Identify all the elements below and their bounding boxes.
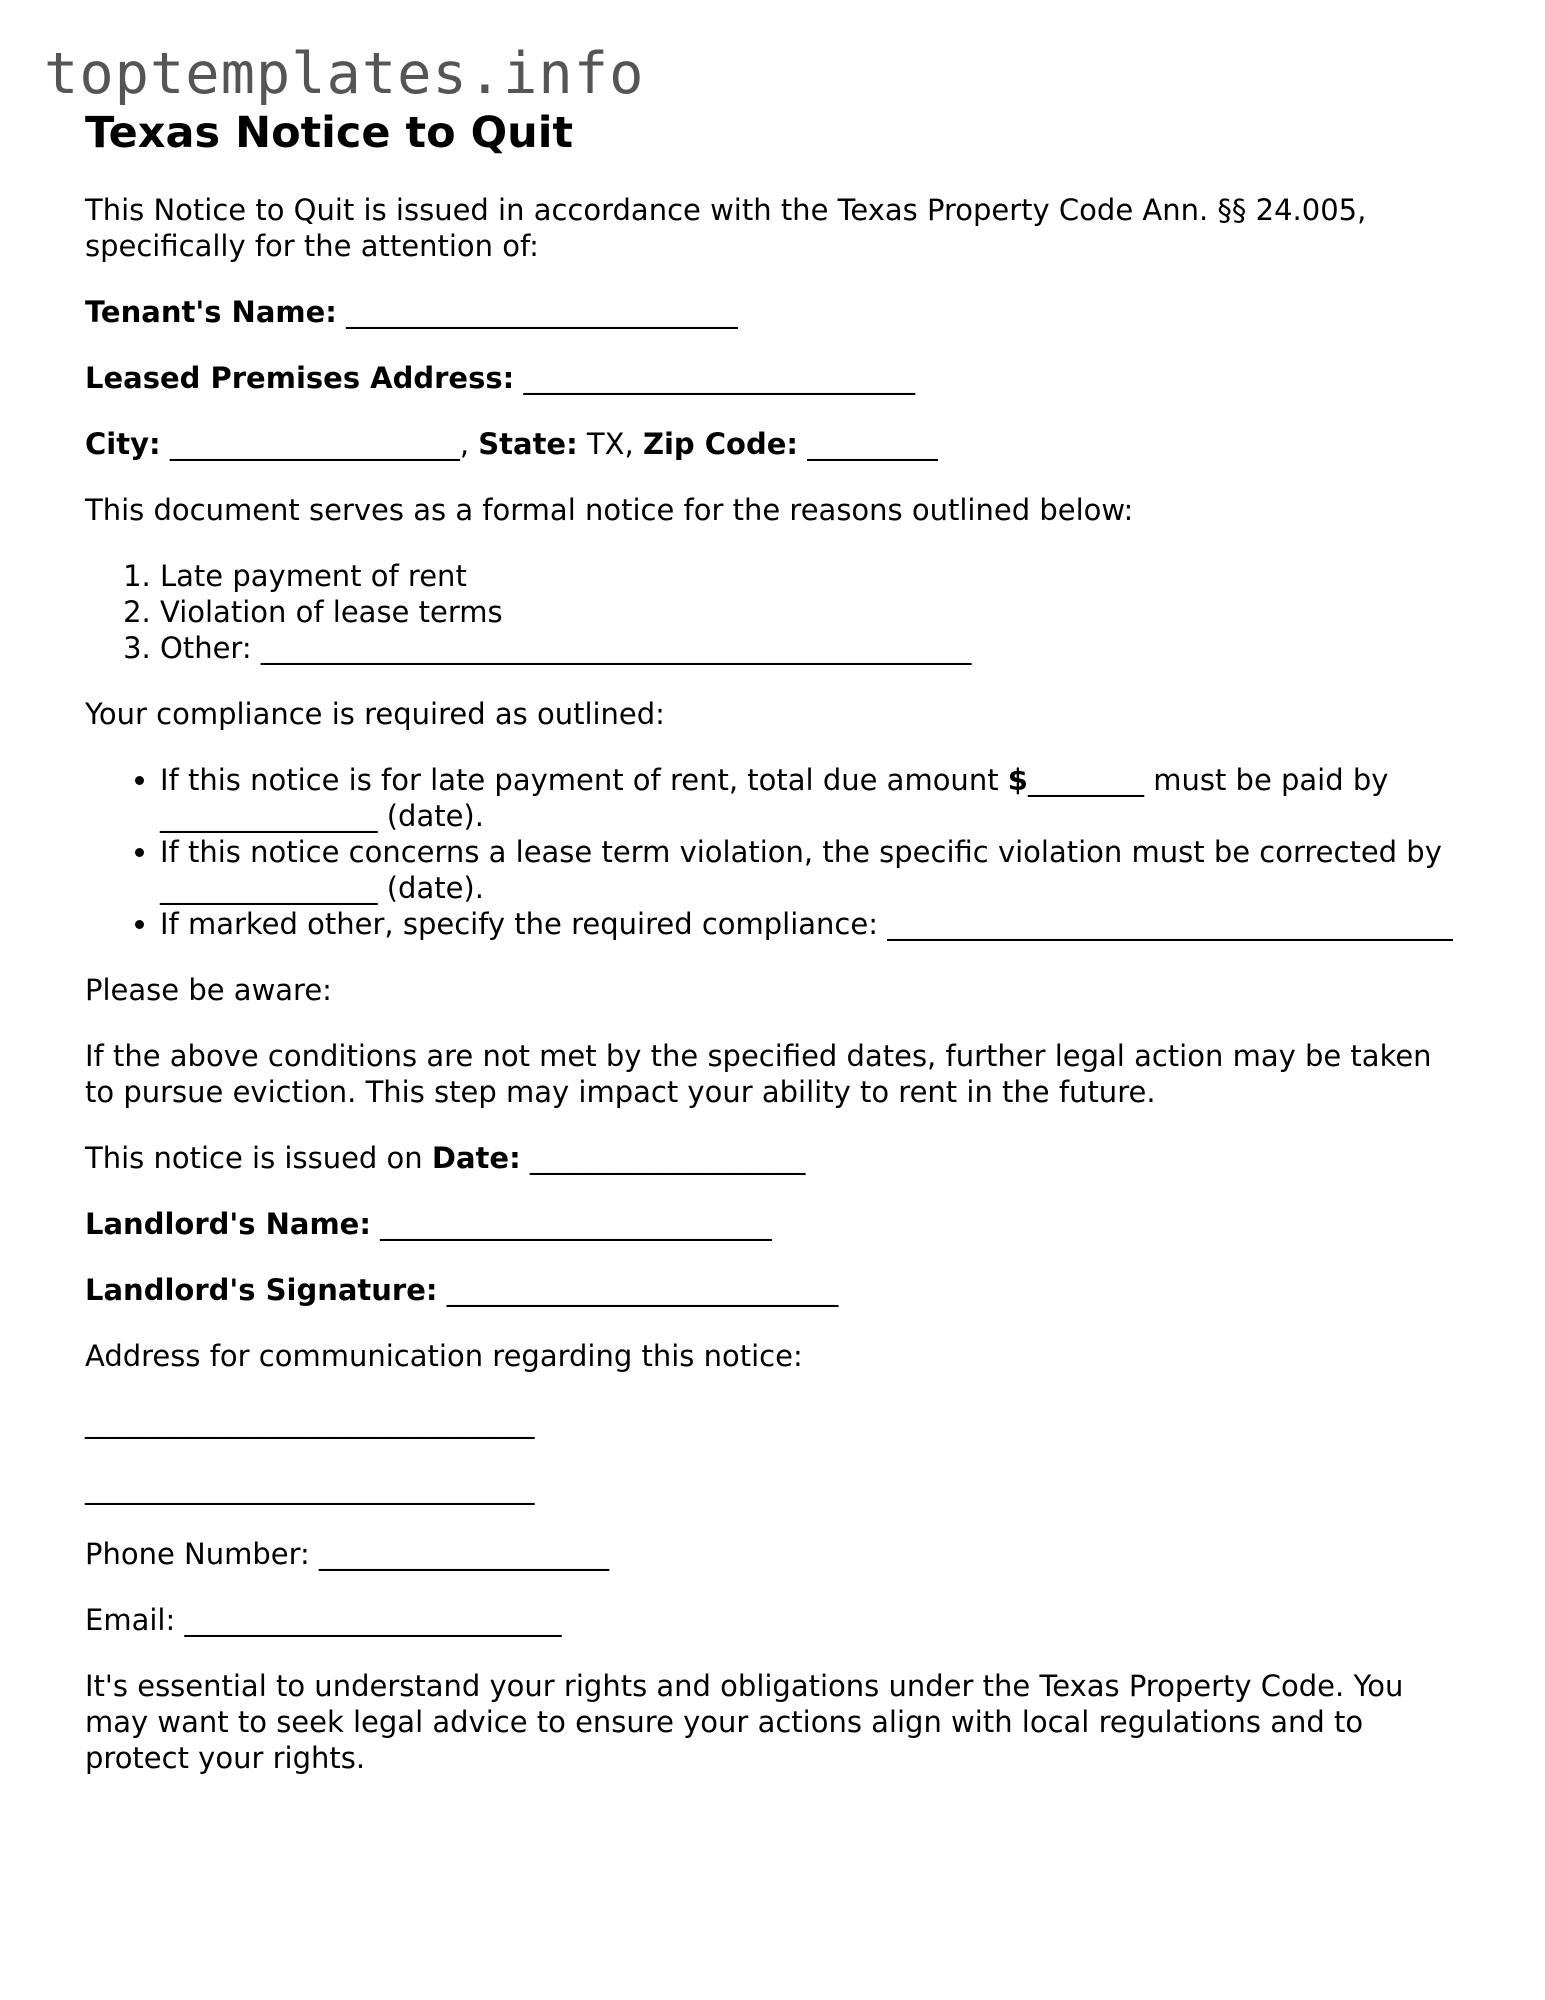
page-title: Texas Notice to Quit — [85, 108, 574, 158]
issued-text: This notice is issued on — [85, 1141, 423, 1175]
city-label: City: — [85, 427, 161, 461]
compliance-rent-blanks[interactable]: ________ must be paid by _______________ (date). — [160, 763, 1389, 833]
tenant-name-field — [85, 294, 1465, 330]
intro-paragraph: This Notice to Quit is issued in accordance with the Texas Property Code Ann. §§ 24.005, specifically for the attention of: — [85, 193, 1367, 263]
landlord-name-field — [85, 1206, 1465, 1242]
compliance-item-rent — [160, 762, 1465, 834]
compliance-list — [85, 762, 1465, 942]
compliance-rent-text: If this notice is for late payment of rent, total due amount — [160, 763, 999, 797]
reason-item[interactable]: 3. Other: _________________________________________________ — [160, 630, 1465, 666]
document-body — [85, 108, 1465, 1806]
zip-label: Zip Code: — [642, 427, 799, 461]
email-field — [85, 1602, 1465, 1638]
address-line-2[interactable]: _______________________________ — [85, 1471, 535, 1505]
phone-label: Phone Number: — [85, 1537, 310, 1571]
landlord-signature-label: Landlord's Signature: — [85, 1273, 438, 1307]
state-label: State: — [478, 427, 578, 461]
aware-label: Please be aware: — [85, 973, 332, 1007]
city-blank[interactable]: ____________________, — [169, 427, 470, 461]
issued-date-blank[interactable]: ___________________ — [529, 1141, 806, 1175]
closing-paragraph: It's essential to understand your rights and obligations under the Texas Property Code. You may want to seek legal advice to ensure your actions align with local regulations and to protect your rights. — [85, 1669, 1404, 1775]
phone-field — [85, 1536, 1465, 1572]
reasons-list — [85, 558, 1465, 666]
state-value: TX, — [586, 427, 634, 461]
email-label: Email: — [85, 1603, 176, 1637]
issued-date-field — [85, 1140, 1465, 1176]
phone-blank[interactable]: ____________________ — [319, 1537, 610, 1571]
landlord-signature-blank[interactable]: ___________________________ — [446, 1273, 839, 1307]
warning-paragraph: If the above conditions are not met by the specified dates, further legal action may be taken to pursue eviction. This step may impact your ability to rent in the future. — [85, 1039, 1432, 1109]
reasons-intro: This document serves as a formal notice for the reasons outlined below: — [85, 493, 1134, 527]
compliance-item-other[interactable]: • If marked other, specify the required compliance: _______________________________________ — [160, 906, 1465, 942]
tenant-name-label: Tenant's Name: — [85, 295, 337, 329]
tenant-name-blank[interactable]: ___________________________ — [346, 295, 738, 329]
compliance-item-violation[interactable]: • If this notice concerns a lease term violation, the specific violation must be corrected by _______________ (date). — [160, 834, 1465, 906]
compliance-intro: Your compliance is required as outlined: — [85, 697, 665, 731]
landlord-signature-field — [85, 1272, 1465, 1308]
landlord-name-label: Landlord's Name: — [85, 1207, 371, 1241]
email-blank[interactable]: __________________________ — [184, 1603, 562, 1637]
location-field — [85, 426, 1465, 462]
dollar-sign: $ — [1007, 763, 1028, 797]
premises-address-field — [85, 360, 1465, 396]
reason-item: 2. Violation of lease terms — [160, 594, 1465, 630]
landlord-name-blank[interactable]: ___________________________ — [380, 1207, 772, 1241]
premises-address-blank[interactable]: ___________________________ — [523, 361, 915, 395]
address-label: Address for communication regarding this notice: — [85, 1339, 803, 1373]
reason-item: 1. Late payment of rent — [160, 558, 1465, 594]
zip-blank[interactable]: _________ — [807, 427, 938, 461]
premises-address-label: Leased Premises Address: — [85, 361, 515, 395]
issued-date-label: Date: — [431, 1141, 521, 1175]
watermark-text: toptemplates.info — [44, 41, 645, 107]
address-line-1[interactable]: _______________________________ — [85, 1405, 535, 1439]
